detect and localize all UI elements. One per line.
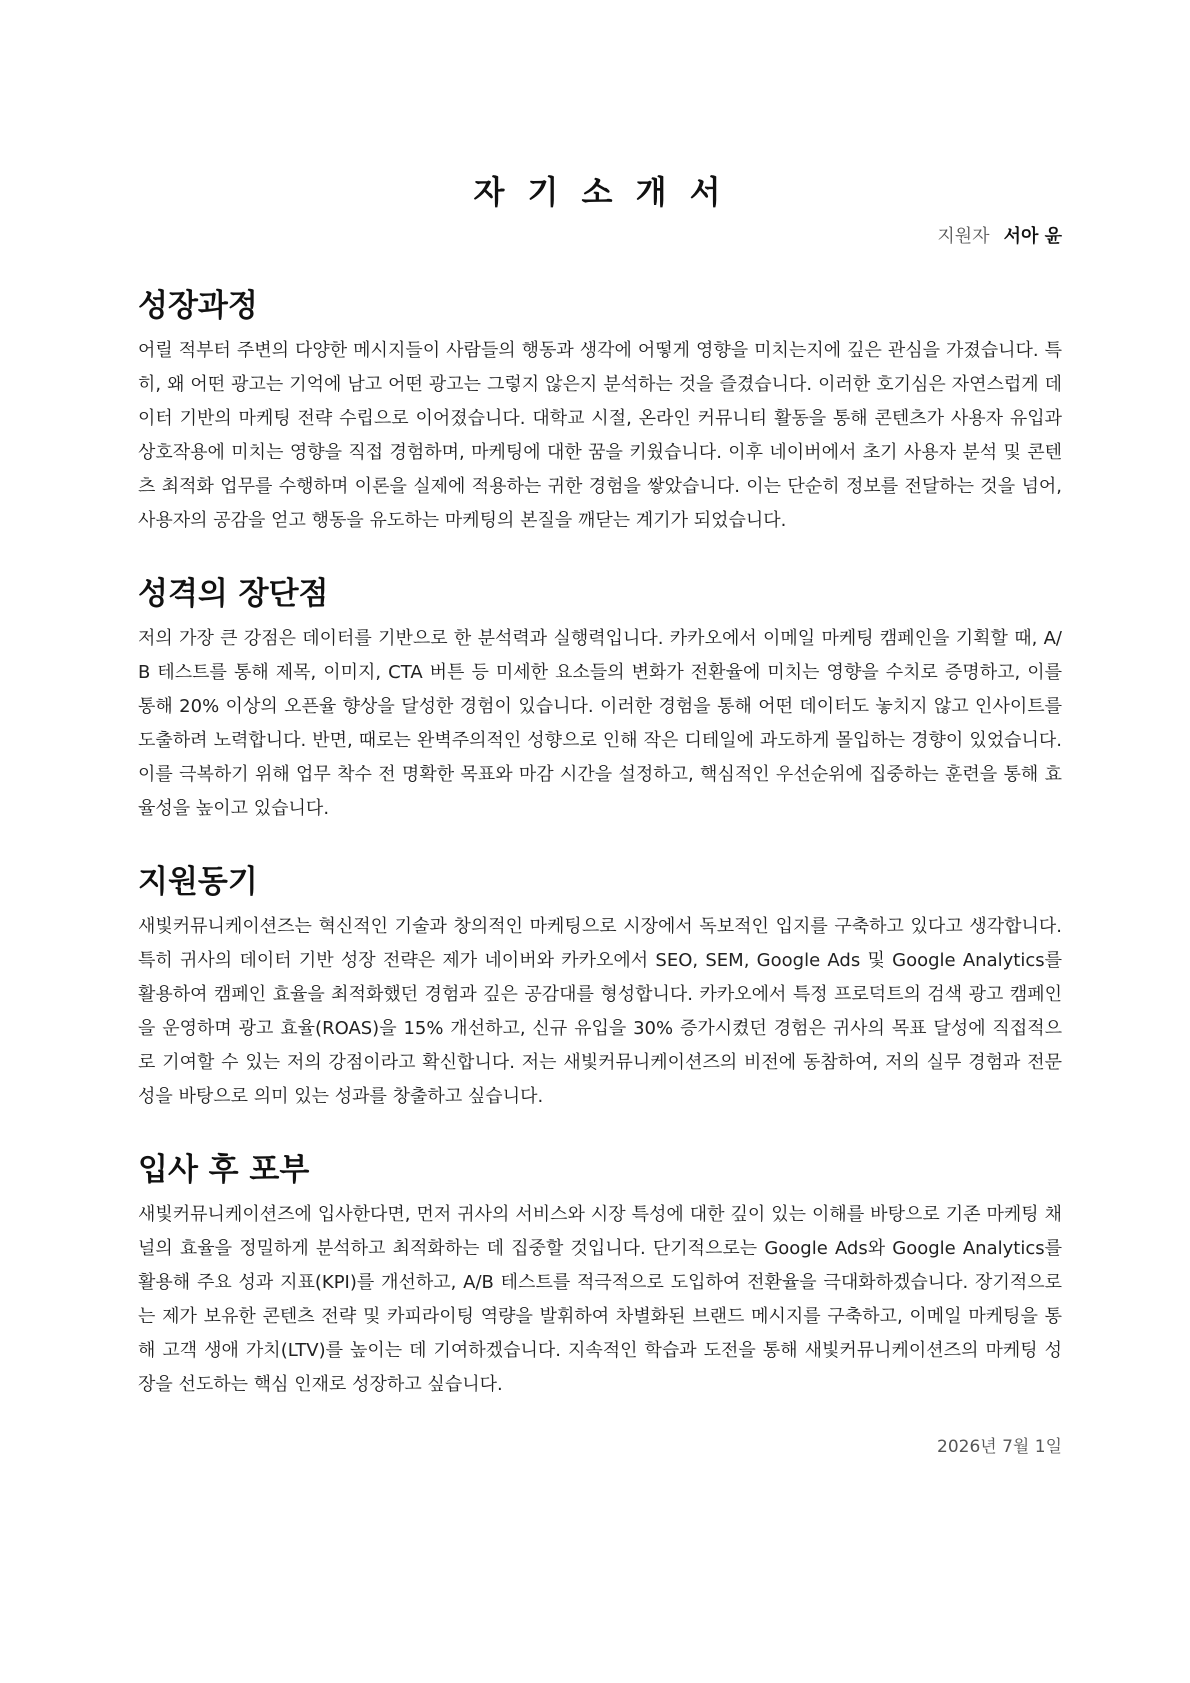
section-growth bbox=[138, 284, 1062, 538]
section-body: 새빛커뮤니케이션즈에 입사한다면, 먼저 귀사의 서비스와 시장 특성에 대한 깊이 있는 이해를 바탕으로 기존 마케팅 채널의 효율을 정밀하게 분석하고 최적화하는 데 집중할 것입니다. 단기적으로는 Google Ads와 Google Analytics를 활용해 주요 성과 지표(KPI)를 개선하고, A/B 테스트를 적극적으로 도입하여 전환율을 극대화하겠습니다. 장기적으로는 제가 보유한 콘텐츠 전략 및 카피라이팅 역량을 발휘하여 차별화된 브랜드 메시지를 구축하고, 이메일 마케팅을 통해 고객 생애 가치(LTV)를 높이는 데 기여하겠습니다. 지속적인 학습과 도전을 통해 새빛커뮤니케이션즈의 마케팅 성장을 선도하는 핵심 인재로 성장하고 싶습니다. bbox=[138, 1204, 1062, 1395]
section-personality bbox=[138, 572, 1062, 826]
applicant-name: 서아 윤 bbox=[1003, 226, 1062, 247]
applicant-label: 지원자 bbox=[937, 226, 990, 247]
section-aspiration bbox=[138, 1148, 1062, 1402]
document-title: 자 기 소 개 서 bbox=[473, 173, 727, 211]
section-heading: 지원동기 bbox=[138, 864, 258, 900]
section-body: 어릴 적부터 주변의 다양한 메시지들이 사람들의 행동과 생각에 어떻게 영향을 미치는지에 깊은 관심을 가졌습니다. 특히, 왜 어떤 광고는 기억에 남고 어떤 광고는 그렇지 않은지 분석하는 것을 즐겼습니다. 이러한 호기심은 자연스럽게 데이터 기반의 마케팅 전략 수립으로 이어졌습니다. 대학교 시절, 온라인 커뮤니티 활동을 통해 콘텐츠가 사용자 유입과 상호작용에 미치는 영향을 직접 경험하며, 마케팅에 대한 꿈을 키웠습니다. 이후 네이버에서 초기 사용자 분석 및 콘텐츠 최적화 업무를 수행하며 이론을 실제에 적용하는 귀한 경험을 쌓았습니다. 이는 단순히 정보를 전달하는 것을 넘어, 사용자의 공감을 얻고 행동을 유도하는 마케팅의 본질을 깨닫는 계기가 되었습니다. bbox=[138, 340, 1062, 531]
section-body: 새빛커뮤니케이션즈는 혁신적인 기술과 창의적인 마케팅으로 시장에서 독보적인 입지를 구축하고 있다고 생각합니다. 특히 귀사의 데이터 기반 성장 전략은 제가 네이버와 카카오에서 SEO, SEM, Google Ads 및 Google Analytics를 활용하여 캠페인 효율을 최적화했던 경험과 깊은 공감대를 형성합니다. 카카오에서 특정 프로덕트의 검색 광고 캠페인을 운영하며 광고 효율(ROAS)을 15% 개선하고, 신규 유입을 30% 증가시켰던 경험은 귀사의 목표 달성에 직접적으로 기여할 수 있는 저의 강점이라고 확신합니다. 저는 새빛커뮤니케이션즈의 비전에 동참하여, 저의 실무 경험과 전문성을 바탕으로 의미 있는 성과를 창출하고 싶습니다. bbox=[138, 916, 1062, 1107]
section-heading: 입사 후 포부 bbox=[138, 1152, 310, 1188]
section-motivation bbox=[138, 860, 1062, 1114]
section-body: 저의 가장 큰 강점은 데이터를 기반으로 한 분석력과 실행력입니다. 카카오에서 이메일 마케팅 캠페인을 기획할 때, A/B 테스트를 통해 제목, 이미지, CTA 버튼 등 미세한 요소들의 변화가 전환율에 미치는 영향을 수치로 증명하고, 이를 통해 20% 이상의 오픈율 향상을 달성한 경험이 있습니다. 이러한 경험을 통해 어떤 데이터도 놓치지 않고 인사이트를 도출하려 노력합니다. 반면, 때로는 완벽주의적인 성향으로 인해 작은 디테일에 과도하게 몰입하는 경향이 있었습니다. 이를 극복하기 위해 업무 착수 전 명확한 목표와 마감 시간을 설정하고, 핵심적인 우선순위에 집중하는 훈련을 통해 효율성을 높이고 있습니다. bbox=[138, 628, 1062, 819]
applicant-line bbox=[138, 224, 1062, 250]
section-heading: 성격의 장단점 bbox=[138, 576, 329, 612]
document-date: 2026년 7월 1일 bbox=[937, 1437, 1062, 1457]
section-heading: 성장과정 bbox=[138, 288, 258, 324]
